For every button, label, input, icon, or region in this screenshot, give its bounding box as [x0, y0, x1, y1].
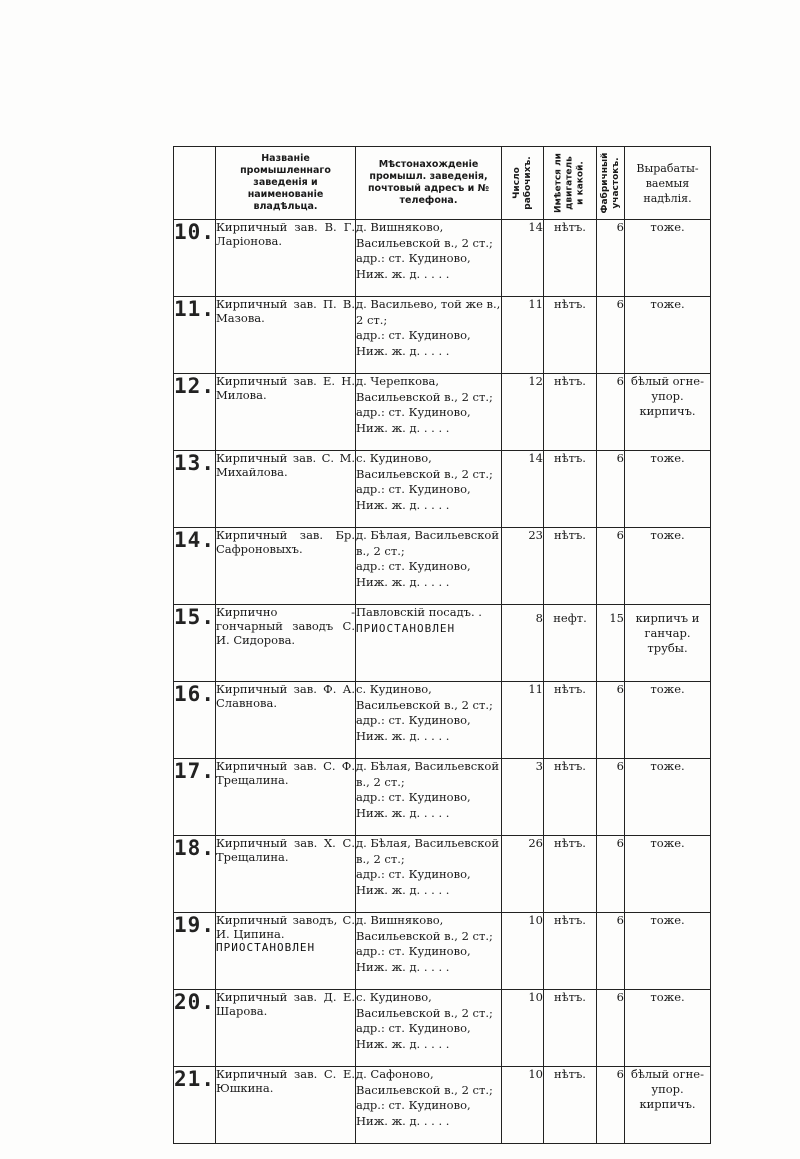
address-text: д. Васильево, той же в., 2 ст.; адр.: ст. Кудиново, Ниж. ж. д. . . . .	[356, 297, 501, 358]
factory-name	[216, 1067, 356, 1144]
factory-name	[216, 220, 356, 297]
engine-info: нѣтъ.	[544, 990, 597, 1067]
factory-address	[356, 913, 502, 990]
plot-size: 15	[597, 605, 625, 682]
factory-address	[356, 451, 502, 528]
header-engine-text: Имѣется ли двигатель и какой.	[553, 153, 586, 213]
plot-size: 6	[597, 297, 625, 374]
workers-count: 26	[502, 836, 544, 913]
header-allotment: Вырабаты- ваемыя надѣлія.	[625, 147, 711, 220]
workers-count: 10	[502, 1067, 544, 1144]
factory-name-text: Кирпичный зав. В. Г. Ларіонова.	[216, 220, 355, 248]
factory-address	[356, 1067, 502, 1144]
factory-name-text: Кирпичный зав. Е. Н. Милова.	[216, 374, 355, 402]
plot-size: 6	[597, 451, 625, 528]
row-number: 21.	[174, 1067, 216, 1144]
products: тоже.	[625, 759, 711, 836]
table-row	[174, 374, 711, 451]
address-text: д. Бѣлая, Васильевской в., 2 ст.; адр.: ст. Кудиново, Ниж. ж. д. . . . .	[356, 528, 499, 589]
factory-name	[216, 682, 356, 759]
table-row	[174, 605, 711, 682]
header-plot-text: Фабричный участокъ.	[599, 152, 621, 214]
plot-size: 6	[597, 528, 625, 605]
workers-count: 14	[502, 220, 544, 297]
products: тоже.	[625, 682, 711, 759]
plot-size: 6	[597, 220, 625, 297]
engine-info: нѣтъ.	[544, 528, 597, 605]
row-number: 15.	[174, 605, 216, 682]
table-row	[174, 297, 711, 374]
factory-name-text: Кирпичный зав. Х. С. Трещалина.	[216, 836, 355, 864]
header-plot	[597, 147, 625, 220]
address-text: с. Кудиново, Васильевской в., 2 ст.; адр.: ст. Кудиново, Ниж. ж. д. . . . .	[356, 682, 493, 743]
products: тоже.	[625, 990, 711, 1067]
products: тоже.	[625, 297, 711, 374]
products: тоже.	[625, 913, 711, 990]
row-number: 11.	[174, 297, 216, 374]
header-engine	[544, 147, 597, 220]
products: тоже.	[625, 528, 711, 605]
address-text: д. Бѣлая, Васильевской в., 2 ст.; адр.: ст. Кудиново, Ниж. ж. д. . . . .	[356, 836, 499, 897]
factory-name	[216, 913, 356, 990]
engine-info: нѣтъ.	[544, 451, 597, 528]
address-text: д. Черепкова, Васильевской в., 2 ст.; адр.: ст. Кудиново, Ниж. ж. д. . . . .	[356, 374, 493, 435]
factory-name-text: Кирпично - гончарный заводъ С. И. Сидорова.	[216, 605, 355, 647]
engine-info: нефт.	[544, 605, 597, 682]
workers-count: 12	[502, 374, 544, 451]
factory-name-text: Кирпичный заводъ, С. И. Ципина.	[216, 913, 355, 941]
plot-size: 6	[597, 990, 625, 1067]
table-row	[174, 1067, 711, 1144]
workers-count: 3	[502, 759, 544, 836]
table-row	[174, 913, 711, 990]
factory-address	[356, 759, 502, 836]
address-text: с. Кудиново, Васильевской в., 2 ст.; адр.: ст. Кудиново, Ниж. ж. д. . . . .	[356, 451, 493, 512]
products: бѣлый огне- упор. кирпичъ.	[625, 374, 711, 451]
engine-info: нѣтъ.	[544, 682, 597, 759]
factory-name-text: Кирпичный зав. Ф. А. Славнова.	[216, 682, 355, 710]
suspended-stamp: ПРИОСТАНОВЛЕН	[356, 621, 456, 635]
factory-name	[216, 990, 356, 1067]
factory-address	[356, 528, 502, 605]
factory-name-text: Кирпичный зав. Д. Е. Шарова.	[216, 990, 355, 1018]
plot-size: 6	[597, 1067, 625, 1144]
row-number: 18.	[174, 836, 216, 913]
row-number: 10.	[174, 220, 216, 297]
engine-info: нѣтъ.	[544, 297, 597, 374]
table-row	[174, 528, 711, 605]
factory-name	[216, 297, 356, 374]
table-row	[174, 836, 711, 913]
factory-name-text: Кирпичный зав. П. В. Мазова.	[216, 297, 355, 325]
row-number: 13.	[174, 451, 216, 528]
header-address: Мѣстонахожденіе промышл. заведенія, почтовый адресъ и № телефона.	[356, 147, 502, 220]
engine-info: нѣтъ.	[544, 374, 597, 451]
factory-name-text: Кирпичный зав. Бр. Сафроновыхъ.	[216, 528, 355, 556]
factory-name	[216, 528, 356, 605]
factory-name-text: Кирпичный зав. С. Е. Юшкина.	[216, 1067, 355, 1095]
factory-name-text: Кирпичный зав. С. Ф. Трещалина.	[216, 759, 355, 787]
plot-size: 6	[597, 836, 625, 913]
products: кирпичъ и ганчар. трубы.	[625, 605, 711, 682]
engine-info: нѣтъ.	[544, 759, 597, 836]
row-number: 12.	[174, 374, 216, 451]
header-number	[174, 147, 216, 220]
factory-registry-table	[173, 146, 711, 1144]
address-text: Павловскій посадъ. .	[356, 605, 482, 619]
header-name: Названіе промышленнаго заведенія и наименованіе владѣльца.	[216, 147, 356, 220]
header-workers	[502, 147, 544, 220]
address-text: д. Сафоново, Васильевской в., 2 ст.; адр.: ст. Кудиново, Ниж. ж. д. . . . .	[356, 1067, 493, 1128]
factory-address	[356, 297, 502, 374]
factory-address	[356, 836, 502, 913]
plot-size: 6	[597, 759, 625, 836]
factory-name-text: Кирпичный зав. С. М. Михайлова.	[216, 451, 355, 479]
table-row	[174, 682, 711, 759]
workers-count: 23	[502, 528, 544, 605]
workers-count: 8	[502, 605, 544, 682]
workers-count: 14	[502, 451, 544, 528]
table-row	[174, 220, 711, 297]
address-text: д. Вишняково, Васильевской в., 2 ст.; адр.: ст. Кудиново, Ниж. ж. д. . . . .	[356, 913, 493, 974]
workers-count: 10	[502, 913, 544, 990]
engine-info: нѣтъ.	[544, 836, 597, 913]
factory-address	[356, 374, 502, 451]
row-number: 16.	[174, 682, 216, 759]
plot-size: 6	[597, 374, 625, 451]
row-number: 14.	[174, 528, 216, 605]
plot-size: 6	[597, 682, 625, 759]
row-number: 19.	[174, 913, 216, 990]
products: тоже.	[625, 836, 711, 913]
workers-count: 11	[502, 682, 544, 759]
factory-name	[216, 759, 356, 836]
workers-count: 10	[502, 990, 544, 1067]
row-number: 20.	[174, 990, 216, 1067]
table-row	[174, 451, 711, 528]
engine-info: нѣтъ.	[544, 1067, 597, 1144]
factory-name	[216, 605, 356, 682]
factory-address	[356, 682, 502, 759]
engine-info: нѣтъ.	[544, 220, 597, 297]
factory-address	[356, 990, 502, 1067]
address-text: с. Кудиново, Васильевской в., 2 ст.; адр.: ст. Кудиново, Ниж. ж. д. . . . .	[356, 990, 493, 1051]
factory-address	[356, 605, 502, 682]
products: тоже.	[625, 220, 711, 297]
table-row	[174, 990, 711, 1067]
suspended-stamp: ПРИОСТАНОВЛЕН	[216, 941, 316, 954]
factory-name	[216, 451, 356, 528]
address-text: д. Вишняково, Васильевской в., 2 ст.; адр.: ст. Кудиново, Ниж. ж. д. . . . .	[356, 220, 493, 281]
factory-address	[356, 220, 502, 297]
table-header-row	[174, 147, 711, 220]
products: тоже.	[625, 451, 711, 528]
factory-name	[216, 836, 356, 913]
products: бѣлый огне- упор. кирпичъ.	[625, 1067, 711, 1144]
table-row	[174, 759, 711, 836]
factory-name	[216, 374, 356, 451]
workers-count: 11	[502, 297, 544, 374]
address-text: д. Бѣлая, Васильевской в., 2 ст.; адр.: ст. Кудиново, Ниж. ж. д. . . . .	[356, 759, 499, 820]
table-body	[174, 220, 711, 1144]
header-workers-text: Число рабочихъ.	[511, 156, 533, 210]
plot-size: 6	[597, 913, 625, 990]
engine-info: нѣтъ.	[544, 913, 597, 990]
row-number: 17.	[174, 759, 216, 836]
